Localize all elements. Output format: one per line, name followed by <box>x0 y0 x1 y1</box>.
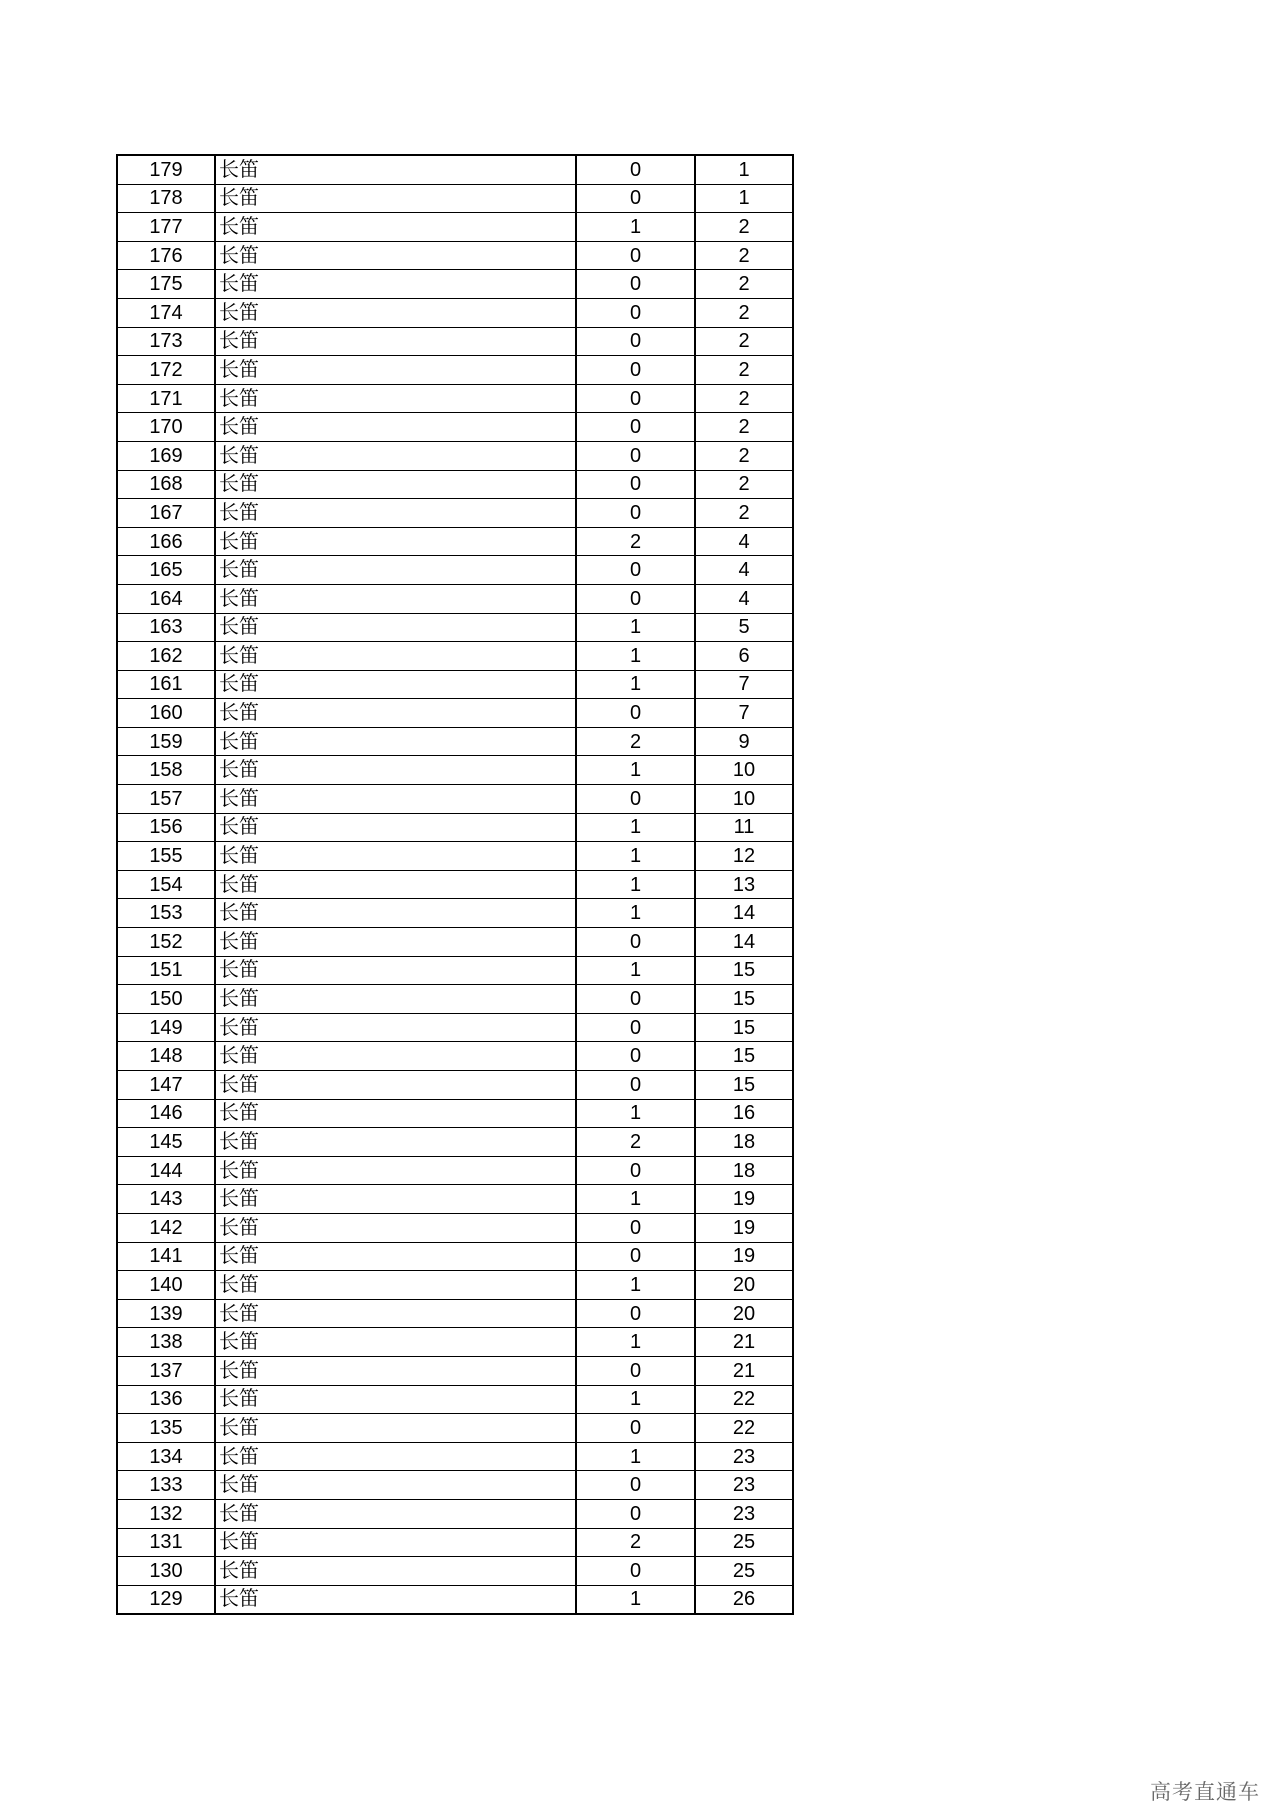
table-row <box>117 756 793 785</box>
cumulative-cell: 2 <box>695 270 793 299</box>
count-cell: 0 <box>576 1013 695 1042</box>
cumulative-cell: 2 <box>695 327 793 356</box>
subject-cell: 长笛 <box>215 584 576 613</box>
cumulative-cell: 18 <box>695 1128 793 1157</box>
table-row <box>117 1013 793 1042</box>
subject-cell: 长笛 <box>215 756 576 785</box>
cumulative-cell: 2 <box>695 499 793 528</box>
score-cell: 133 <box>117 1471 215 1500</box>
score-cell: 140 <box>117 1271 215 1300</box>
score-cell: 145 <box>117 1128 215 1157</box>
score-cell: 165 <box>117 556 215 585</box>
table-row <box>117 499 793 528</box>
subject-cell: 长笛 <box>215 270 576 299</box>
subject-cell: 长笛 <box>215 785 576 814</box>
count-cell: 1 <box>576 1271 695 1300</box>
table-row <box>117 1499 793 1528</box>
cumulative-cell: 26 <box>695 1585 793 1614</box>
subject-cell: 长笛 <box>215 1442 576 1471</box>
cumulative-cell: 4 <box>695 556 793 585</box>
table-row <box>117 1099 793 1128</box>
cumulative-cell: 14 <box>695 928 793 957</box>
table-row <box>117 1042 793 1071</box>
count-cell: 0 <box>576 298 695 327</box>
score-distribution-table <box>116 154 794 1615</box>
table-row <box>117 1414 793 1443</box>
count-cell: 0 <box>576 985 695 1014</box>
count-cell: 0 <box>576 1071 695 1100</box>
score-cell: 141 <box>117 1242 215 1271</box>
cumulative-cell: 2 <box>695 356 793 385</box>
table-body <box>117 155 793 1614</box>
table-row <box>117 1557 793 1586</box>
cumulative-cell: 23 <box>695 1499 793 1528</box>
score-cell: 154 <box>117 870 215 899</box>
subject-cell: 长笛 <box>215 1471 576 1500</box>
score-cell: 149 <box>117 1013 215 1042</box>
score-cell: 148 <box>117 1042 215 1071</box>
count-cell: 0 <box>576 1156 695 1185</box>
cumulative-cell: 20 <box>695 1299 793 1328</box>
count-cell: 0 <box>576 1213 695 1242</box>
subject-cell: 长笛 <box>215 384 576 413</box>
table-row <box>117 184 793 213</box>
subject-cell: 长笛 <box>215 1185 576 1214</box>
subject-cell: 长笛 <box>215 298 576 327</box>
count-cell: 0 <box>576 1499 695 1528</box>
subject-cell: 长笛 <box>215 1385 576 1414</box>
table-row <box>117 1071 793 1100</box>
subject-cell: 长笛 <box>215 413 576 442</box>
watermark-text: 高考直通车 <box>1150 1780 1260 1804</box>
table-row <box>117 727 793 756</box>
count-cell: 1 <box>576 1442 695 1471</box>
subject-cell: 长笛 <box>215 1213 576 1242</box>
table-row <box>117 384 793 413</box>
score-cell: 177 <box>117 213 215 242</box>
score-cell: 131 <box>117 1528 215 1557</box>
subject-cell: 长笛 <box>215 241 576 270</box>
count-cell: 0 <box>576 270 695 299</box>
subject-cell: 长笛 <box>215 1242 576 1271</box>
score-cell: 170 <box>117 413 215 442</box>
cumulative-cell: 11 <box>695 813 793 842</box>
score-cell: 143 <box>117 1185 215 1214</box>
score-cell: 135 <box>117 1414 215 1443</box>
count-cell: 1 <box>576 842 695 871</box>
table-row <box>117 441 793 470</box>
cumulative-cell: 22 <box>695 1385 793 1414</box>
score-cell: 134 <box>117 1442 215 1471</box>
count-cell: 1 <box>576 899 695 928</box>
subject-cell: 长笛 <box>215 1013 576 1042</box>
score-cell: 161 <box>117 670 215 699</box>
score-cell: 138 <box>117 1328 215 1357</box>
score-cell: 155 <box>117 842 215 871</box>
count-cell: 1 <box>576 1099 695 1128</box>
count-cell: 0 <box>576 470 695 499</box>
count-cell: 0 <box>576 155 695 184</box>
cumulative-cell: 2 <box>695 441 793 470</box>
table-row <box>117 1442 793 1471</box>
score-cell: 174 <box>117 298 215 327</box>
cumulative-cell: 6 <box>695 642 793 671</box>
score-cell: 152 <box>117 928 215 957</box>
table-row <box>117 842 793 871</box>
cumulative-cell: 7 <box>695 699 793 728</box>
subject-cell: 长笛 <box>215 1499 576 1528</box>
cumulative-cell: 12 <box>695 842 793 871</box>
cumulative-cell: 9 <box>695 727 793 756</box>
score-cell: 136 <box>117 1385 215 1414</box>
subject-cell: 长笛 <box>215 527 576 556</box>
score-cell: 171 <box>117 384 215 413</box>
score-cell: 160 <box>117 699 215 728</box>
cumulative-cell: 2 <box>695 298 793 327</box>
subject-cell: 长笛 <box>215 613 576 642</box>
count-cell: 2 <box>576 527 695 556</box>
subject-cell: 长笛 <box>215 184 576 213</box>
cumulative-cell: 23 <box>695 1442 793 1471</box>
subject-cell: 长笛 <box>215 985 576 1014</box>
subject-cell: 长笛 <box>215 956 576 985</box>
score-cell: 156 <box>117 813 215 842</box>
count-cell: 1 <box>576 670 695 699</box>
table-row <box>117 1242 793 1271</box>
score-cell: 139 <box>117 1299 215 1328</box>
cumulative-cell: 2 <box>695 213 793 242</box>
score-cell: 164 <box>117 584 215 613</box>
table-row <box>117 1471 793 1500</box>
score-cell: 169 <box>117 441 215 470</box>
count-cell: 2 <box>576 1128 695 1157</box>
table-row <box>117 785 793 814</box>
subject-cell: 长笛 <box>215 1042 576 1071</box>
score-cell: 159 <box>117 727 215 756</box>
score-cell: 166 <box>117 527 215 556</box>
table-row <box>117 613 793 642</box>
score-cell: 150 <box>117 985 215 1014</box>
count-cell: 0 <box>576 1414 695 1443</box>
subject-cell: 长笛 <box>215 155 576 184</box>
table-row <box>117 270 793 299</box>
subject-cell: 长笛 <box>215 1585 576 1614</box>
cumulative-cell: 4 <box>695 584 793 613</box>
cumulative-cell: 16 <box>695 1099 793 1128</box>
count-cell: 2 <box>576 727 695 756</box>
count-cell: 0 <box>576 785 695 814</box>
cumulative-cell: 7 <box>695 670 793 699</box>
count-cell: 0 <box>576 499 695 528</box>
table-row <box>117 670 793 699</box>
count-cell: 0 <box>576 584 695 613</box>
score-cell: 176 <box>117 241 215 270</box>
table-row <box>117 1185 793 1214</box>
table-row <box>117 928 793 957</box>
table-row <box>117 813 793 842</box>
score-cell: 146 <box>117 1099 215 1128</box>
subject-cell: 长笛 <box>215 1099 576 1128</box>
score-cell: 162 <box>117 642 215 671</box>
subject-cell: 长笛 <box>215 1128 576 1157</box>
cumulative-cell: 2 <box>695 384 793 413</box>
table-row <box>117 985 793 1014</box>
count-cell: 0 <box>576 356 695 385</box>
count-cell: 0 <box>576 441 695 470</box>
cumulative-cell: 15 <box>695 1071 793 1100</box>
cumulative-cell: 25 <box>695 1557 793 1586</box>
score-cell: 142 <box>117 1213 215 1242</box>
count-cell: 0 <box>576 1557 695 1586</box>
score-cell: 163 <box>117 613 215 642</box>
cumulative-cell: 21 <box>695 1328 793 1357</box>
score-cell: 157 <box>117 785 215 814</box>
table-row <box>117 899 793 928</box>
score-cell: 167 <box>117 499 215 528</box>
score-cell: 137 <box>117 1356 215 1385</box>
table-row <box>117 584 793 613</box>
count-cell: 0 <box>576 1242 695 1271</box>
count-cell: 0 <box>576 1471 695 1500</box>
cumulative-cell: 10 <box>695 785 793 814</box>
score-cell: 158 <box>117 756 215 785</box>
cumulative-cell: 10 <box>695 756 793 785</box>
count-cell: 1 <box>576 642 695 671</box>
table-row <box>117 870 793 899</box>
cumulative-cell: 21 <box>695 1356 793 1385</box>
count-cell: 1 <box>576 1585 695 1614</box>
subject-cell: 长笛 <box>215 1271 576 1300</box>
subject-cell: 长笛 <box>215 642 576 671</box>
table-row <box>117 527 793 556</box>
table-row <box>117 155 793 184</box>
table-row <box>117 241 793 270</box>
cumulative-cell: 2 <box>695 241 793 270</box>
cumulative-cell: 2 <box>695 470 793 499</box>
cumulative-cell: 15 <box>695 1013 793 1042</box>
subject-cell: 长笛 <box>215 356 576 385</box>
table-row <box>117 1213 793 1242</box>
subject-cell: 长笛 <box>215 1156 576 1185</box>
cumulative-cell: 15 <box>695 956 793 985</box>
table-row <box>117 1299 793 1328</box>
score-cell: 130 <box>117 1557 215 1586</box>
table-row <box>117 1585 793 1614</box>
subject-cell: 长笛 <box>215 1557 576 1586</box>
subject-cell: 长笛 <box>215 441 576 470</box>
count-cell: 0 <box>576 384 695 413</box>
score-cell: 172 <box>117 356 215 385</box>
subject-cell: 长笛 <box>215 1328 576 1357</box>
table-row <box>117 327 793 356</box>
cumulative-cell: 13 <box>695 870 793 899</box>
score-cell: 132 <box>117 1499 215 1528</box>
subject-cell: 长笛 <box>215 1071 576 1100</box>
subject-cell: 长笛 <box>215 327 576 356</box>
cumulative-cell: 15 <box>695 1042 793 1071</box>
table-row <box>117 556 793 585</box>
cumulative-cell: 25 <box>695 1528 793 1557</box>
cumulative-cell: 14 <box>695 899 793 928</box>
score-cell: 168 <box>117 470 215 499</box>
table-row <box>117 470 793 499</box>
count-cell: 0 <box>576 928 695 957</box>
table-row <box>117 699 793 728</box>
score-cell: 173 <box>117 327 215 356</box>
subject-cell: 长笛 <box>215 699 576 728</box>
count-cell: 0 <box>576 241 695 270</box>
count-cell: 1 <box>576 956 695 985</box>
score-cell: 144 <box>117 1156 215 1185</box>
table-row <box>117 1156 793 1185</box>
count-cell: 1 <box>576 213 695 242</box>
subject-cell: 长笛 <box>215 1356 576 1385</box>
count-cell: 0 <box>576 413 695 442</box>
cumulative-cell: 23 <box>695 1471 793 1500</box>
table-row <box>117 1356 793 1385</box>
count-cell: 0 <box>576 556 695 585</box>
subject-cell: 长笛 <box>215 1528 576 1557</box>
subject-cell: 长笛 <box>215 470 576 499</box>
cumulative-cell: 15 <box>695 985 793 1014</box>
table-row <box>117 1128 793 1157</box>
table-row <box>117 956 793 985</box>
table-row <box>117 1271 793 1300</box>
cumulative-cell: 2 <box>695 413 793 442</box>
count-cell: 0 <box>576 184 695 213</box>
score-cell: 153 <box>117 899 215 928</box>
cumulative-cell: 1 <box>695 155 793 184</box>
subject-cell: 长笛 <box>215 670 576 699</box>
subject-cell: 长笛 <box>215 899 576 928</box>
cumulative-cell: 19 <box>695 1213 793 1242</box>
subject-cell: 长笛 <box>215 842 576 871</box>
count-cell: 1 <box>576 1385 695 1414</box>
score-cell: 178 <box>117 184 215 213</box>
subject-cell: 长笛 <box>215 727 576 756</box>
count-cell: 1 <box>576 1185 695 1214</box>
subject-cell: 长笛 <box>215 1414 576 1443</box>
count-cell: 1 <box>576 870 695 899</box>
score-cell: 151 <box>117 956 215 985</box>
cumulative-cell: 4 <box>695 527 793 556</box>
table-row <box>117 298 793 327</box>
cumulative-cell: 1 <box>695 184 793 213</box>
count-cell: 0 <box>576 327 695 356</box>
table-row <box>117 642 793 671</box>
count-cell: 0 <box>576 1356 695 1385</box>
subject-cell: 长笛 <box>215 556 576 585</box>
table-row <box>117 413 793 442</box>
table-row <box>117 1328 793 1357</box>
cumulative-cell: 19 <box>695 1185 793 1214</box>
count-cell: 1 <box>576 813 695 842</box>
score-cell: 147 <box>117 1071 215 1100</box>
subject-cell: 长笛 <box>215 1299 576 1328</box>
count-cell: 1 <box>576 613 695 642</box>
cumulative-cell: 5 <box>695 613 793 642</box>
cumulative-cell: 19 <box>695 1242 793 1271</box>
table-row <box>117 213 793 242</box>
count-cell: 1 <box>576 756 695 785</box>
subject-cell: 长笛 <box>215 813 576 842</box>
table-row <box>117 1385 793 1414</box>
count-cell: 1 <box>576 1328 695 1357</box>
score-cell: 179 <box>117 155 215 184</box>
subject-cell: 长笛 <box>215 928 576 957</box>
count-cell: 2 <box>576 1528 695 1557</box>
count-cell: 0 <box>576 699 695 728</box>
subject-cell: 长笛 <box>215 870 576 899</box>
count-cell: 0 <box>576 1042 695 1071</box>
score-cell: 175 <box>117 270 215 299</box>
count-cell: 0 <box>576 1299 695 1328</box>
cumulative-cell: 22 <box>695 1414 793 1443</box>
cumulative-cell: 18 <box>695 1156 793 1185</box>
subject-cell: 长笛 <box>215 213 576 242</box>
subject-cell: 长笛 <box>215 499 576 528</box>
score-cell: 129 <box>117 1585 215 1614</box>
table-row <box>117 1528 793 1557</box>
cumulative-cell: 20 <box>695 1271 793 1300</box>
table-row <box>117 356 793 385</box>
